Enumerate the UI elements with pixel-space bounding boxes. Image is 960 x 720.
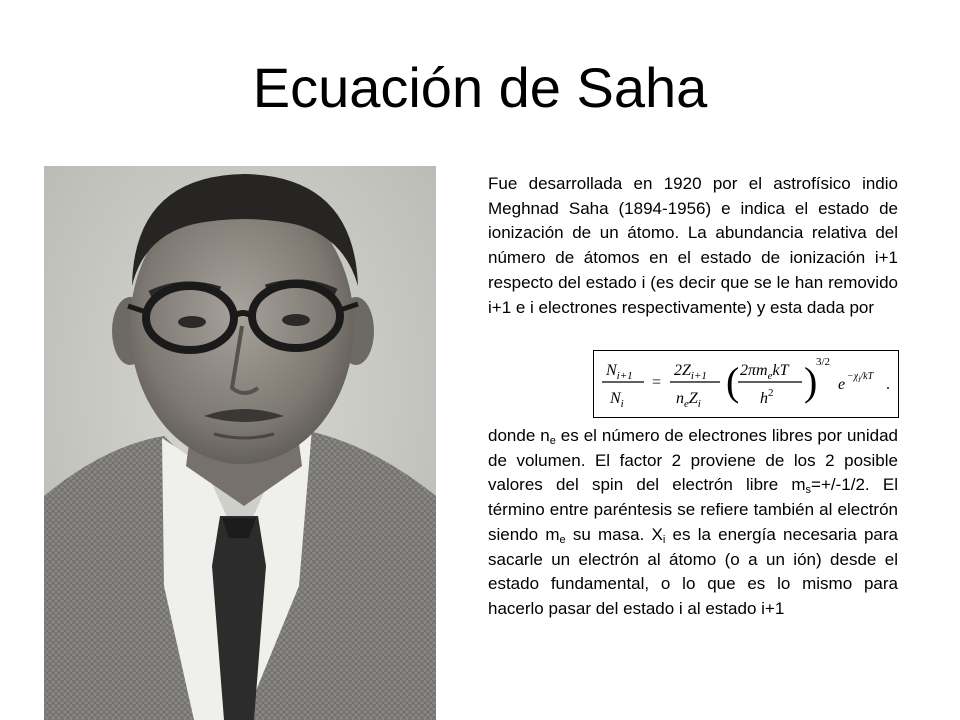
subscript: e [549,435,556,447]
explanation-paragraph [488,424,898,622]
exp-base: e [838,376,846,393]
saha-equation [593,350,899,418]
formula-period: . [886,376,890,393]
subscript: e [559,533,566,546]
exp-power: −χ [847,371,859,382]
f2-denominator: n [676,390,684,407]
paragraph-text-segment: es la energía necesaria para sacarle un electrón al átomo (o a un ión) desde el estado fundamental, o lo que es lo mismo para hacerlo pasar del estado i al estado i+1 [488,524,898,618]
paren-right: ) [804,359,818,404]
svg-text:2Zi+1: $2Z_{i+1}$ [674,362,707,382]
equals-sign: = [652,374,662,391]
lhs-denominator: N [610,390,621,407]
subscript: s [805,484,812,497]
svg-text:Ni+1: $N_{i+1}$ [606,362,633,382]
paragraph-text-segment: es el número de electrones libres por unidad de volumen. El factor 2 proviene de los 2 posible valores del spin del electrón libre m [488,426,898,495]
subscript: i [662,533,666,546]
svg-text:h2: $h^2$ [760,387,774,407]
svg-text:neZi: $n_eZ_i$ [676,390,701,410]
power-exponent: 3/2 [816,356,831,368]
paragraph-text-segment: donde n [488,426,550,445]
svg-text:Ni: $N_i$ [610,390,624,410]
f2-numerator: 2Z [674,362,691,379]
f3-numerator: 2πm [740,362,768,379]
lhs-numerator: N [606,362,617,379]
portrait-photo [44,166,436,720]
intro-paragraph: Fue desarrollada en 1920 por el astrofísico indio Meghnad Saha (1894-1956) e indica el estado de ionización de un átomo. La abundancia relativa del número de átomos en el estado de ionización i+1 respecto del estado i (es decir que se le han removido i+1 e i electrones respectivamente) y esta dada por [488,174,898,317]
paren-left: ( [726,359,740,404]
paragraph-text-segment: su masa. X [565,524,663,544]
svg-text:−χi/kT: $-\chi_i/kT$ [847,371,874,384]
paragraph-text-segment: =+/-1/2. El término entre paréntesis se refiere también al electrón siendo m [488,475,898,544]
svg-text:2πmekT: $2\pi m_ekT$ [740,362,789,382]
f3-denominator: h [760,390,768,407]
slide-title: Ecuación de Saha [252,56,708,119]
